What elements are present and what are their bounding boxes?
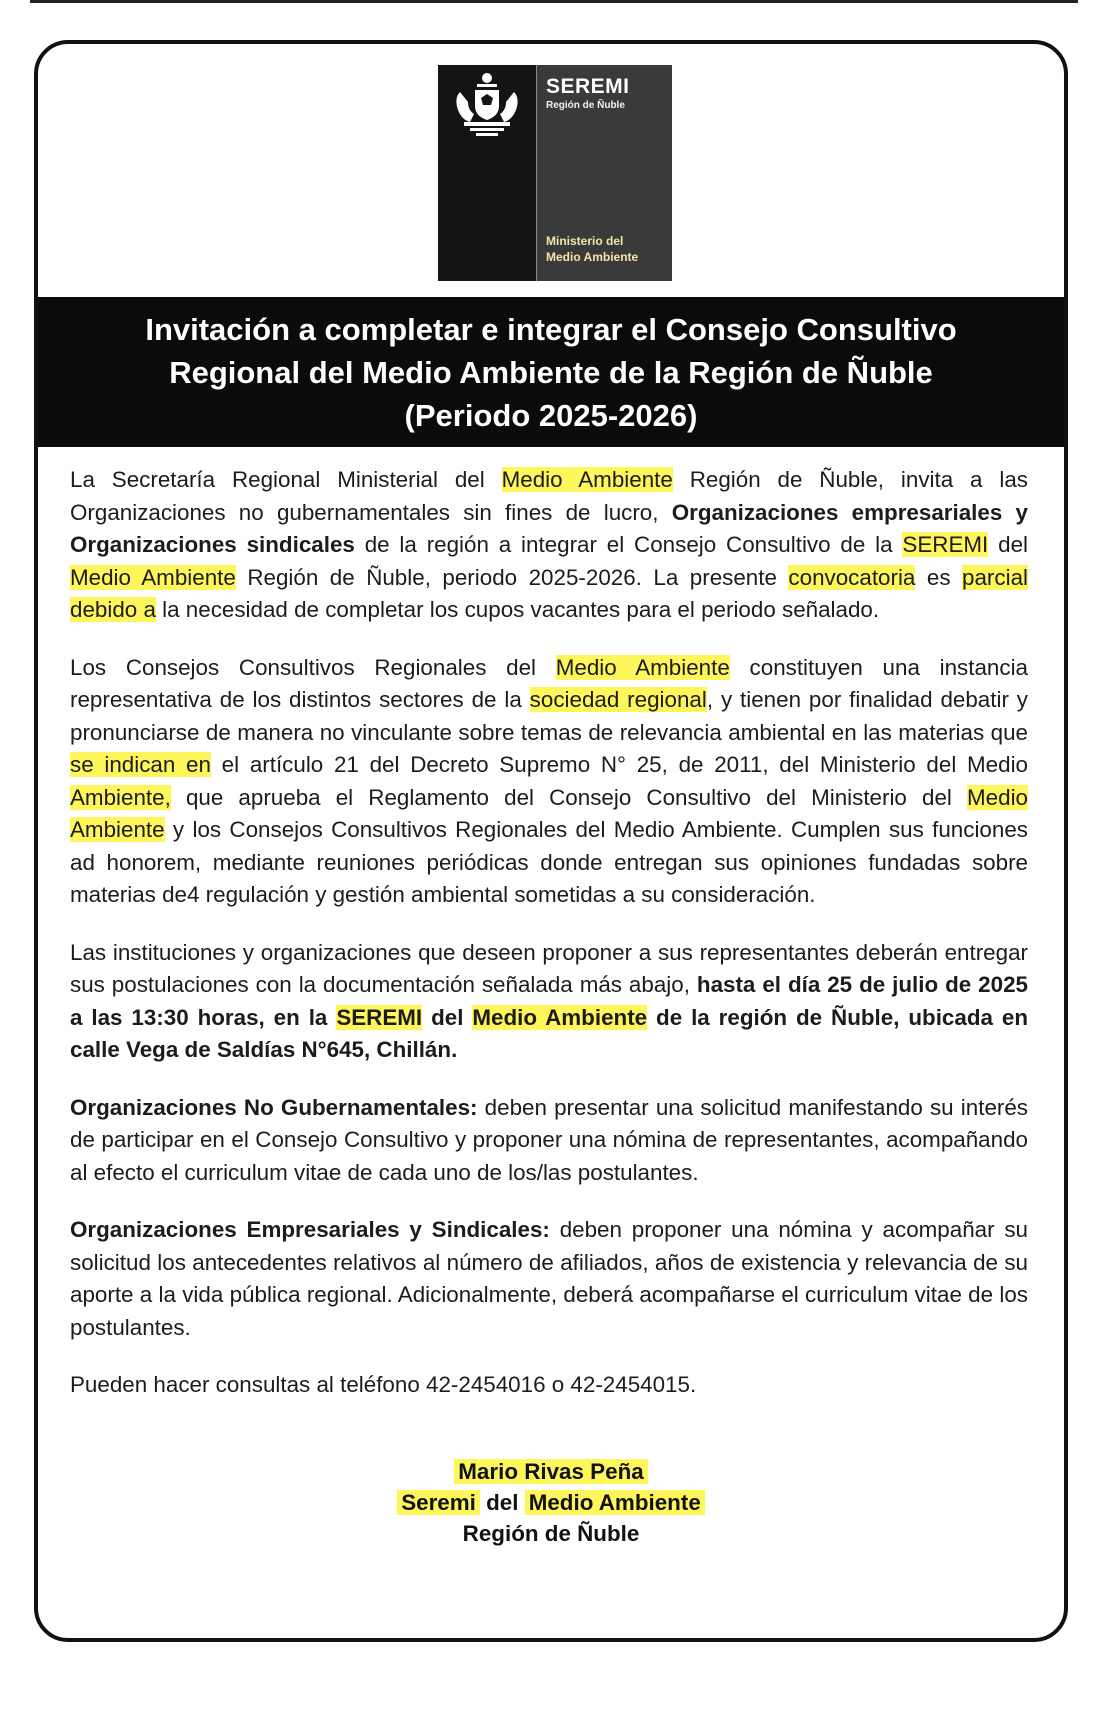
text-span: que aprueba el Reglamento del Consejo Consultivo del Ministerio del [170,784,968,810]
paragraph-contact [70,1369,1028,1402]
bold-text: Organizaciones No Gubernamentales: [70,1094,478,1120]
paragraph-deadline [70,937,1028,1067]
highlighted-text: Medio Ambiente [70,564,236,590]
text-span: la necesidad de completar los cupos vacantes para el periodo señalado. [155,597,880,622]
highlighted-text: Medio Ambiente [70,784,1028,842]
text-span: Región de Ñuble, periodo 2025-2026. La presente [235,564,789,590]
text-span: y los Consejos Consultivos Regionales del Medio Ambiente. Cumplen sus funciones ad honorem, mediante reuniones periódicas donde entregan sus opiniones fundadas sobre materias de4 regulación y gestión ambiental sometidas a su consideración. [70,817,1028,907]
logo-ministry-line1: Ministerio del [546,234,624,248]
highlighted-text: Ambiente, [70,784,171,810]
text-span: La Secretaría Regional Ministerial del [70,467,502,492]
paragraph-invitation [70,464,1028,627]
chile-coat-of-arms-icon [450,70,524,140]
highlighted-text: SEREMI [902,532,989,557]
text-span: Pueden hacer consultas al teléfono 42-2454016 o 42-2454015. [70,1372,697,1397]
bold-text: de la región de Ñuble, ubicada en calle Vega de Saldías N°645, Chillán. [70,1004,1028,1062]
logo-brand: SEREMI [546,75,630,98]
bold-text: Organizaciones empresariales y Organizaciones sindicales [70,499,1028,557]
text-span: deben proponer una nómina y acompañar su solicitud los antecedentes relativos al número de afiliados, años de existencia y relevancia de su aporte a la vida pública regional. Adicionalmente, deberá acompañarse el curriculum vitae de los postulantes. [70,1217,1029,1340]
text-span: Las instituciones y organizaciones que deseen proponer a sus representantes deberán entregar sus postulaciones con la documentación señalada más abajo, [70,939,1028,997]
logo-region: Región de Ñuble [546,100,625,111]
paragraph-business-requirements [70,1214,1028,1344]
crest-panel [438,65,536,281]
logo-divider [536,65,537,281]
title-line-2: Regional del Medio Ambiente de la Región de Ñuble [169,355,933,390]
signature-role-seremi: Seremi [397,1490,480,1515]
top-rule [30,0,1078,3]
signature-name-line [38,1456,1064,1487]
paragraph-description [70,652,1028,912]
signature-role-ministry: Medio Ambiente [525,1490,705,1515]
title-line-1: Invitación a completar e integrar el Consejo Consultivo [145,312,957,347]
text-span: el artículo 21 del Decreto Supremo N° 25, de 2011, del Ministerio del Medio [210,752,1028,777]
highlighted-bold-text: Medio Ambiente [472,1004,648,1030]
text-span: es [915,564,963,590]
highlighted-text: Medio Ambiente [501,467,673,492]
text-span: , y tienen por finalidad debatir y pronunciarse de manera no vinculante sobre temas de relevancia ambiental en las materias que [70,687,1028,745]
seremi-logo [438,65,672,281]
signature-role-connector: del [479,1490,525,1515]
signature-name: Mario Rivas Peña [454,1459,647,1484]
text-span: constituyen una instancia representativa de los distintos sectores de la [70,654,1028,712]
text-span: de la región a integrar el Consejo Consultivo de la [354,532,903,557]
highlighted-text: Medio Ambiente [555,654,730,680]
signature-block [38,1456,1064,1549]
logo-ministry-line2: Medio Ambiente [546,250,639,264]
title-line-3: (Periodo 2025-2026) [404,398,698,433]
title-banner [38,297,1064,447]
highlighted-text: sociedad regional [529,687,707,712]
bold-text: Organizaciones Empresariales y Sindicales: [70,1217,550,1242]
signature-region: Región de Ñuble [462,1521,640,1546]
notice-frame [34,40,1068,1642]
bold-text: del [422,1004,473,1030]
text-span: Región de Ñuble, invita a las Organizaciones no gubernamentales sin fines de lucro, [70,467,1028,525]
text-span: Los Consejos Consultivos Regionales del [70,654,556,680]
highlighted-text: convocatoria [788,564,916,590]
text-span: deben presentar una solicitud manifestando su interés de participar en el Consejo Consultivo y proponer una nómina de representantes, acompañando al efecto el curriculum vitae de cada uno de los/las postulantes. [70,1094,1028,1185]
notice-body [70,464,1028,1427]
paragraph-ngo-requirements [70,1092,1028,1190]
bold-text: hasta el día 25 de julio de 2025 a las 13:30 horas, en la [70,972,1028,1030]
highlighted-bold-text: SEREMI [336,1004,423,1030]
logo-ministry [546,233,668,265]
highlighted-text: parcial debido a [70,564,1028,622]
signature-role-line [38,1487,1064,1518]
text-span: del [988,532,1028,557]
highlighted-text: se indican en [70,752,211,777]
